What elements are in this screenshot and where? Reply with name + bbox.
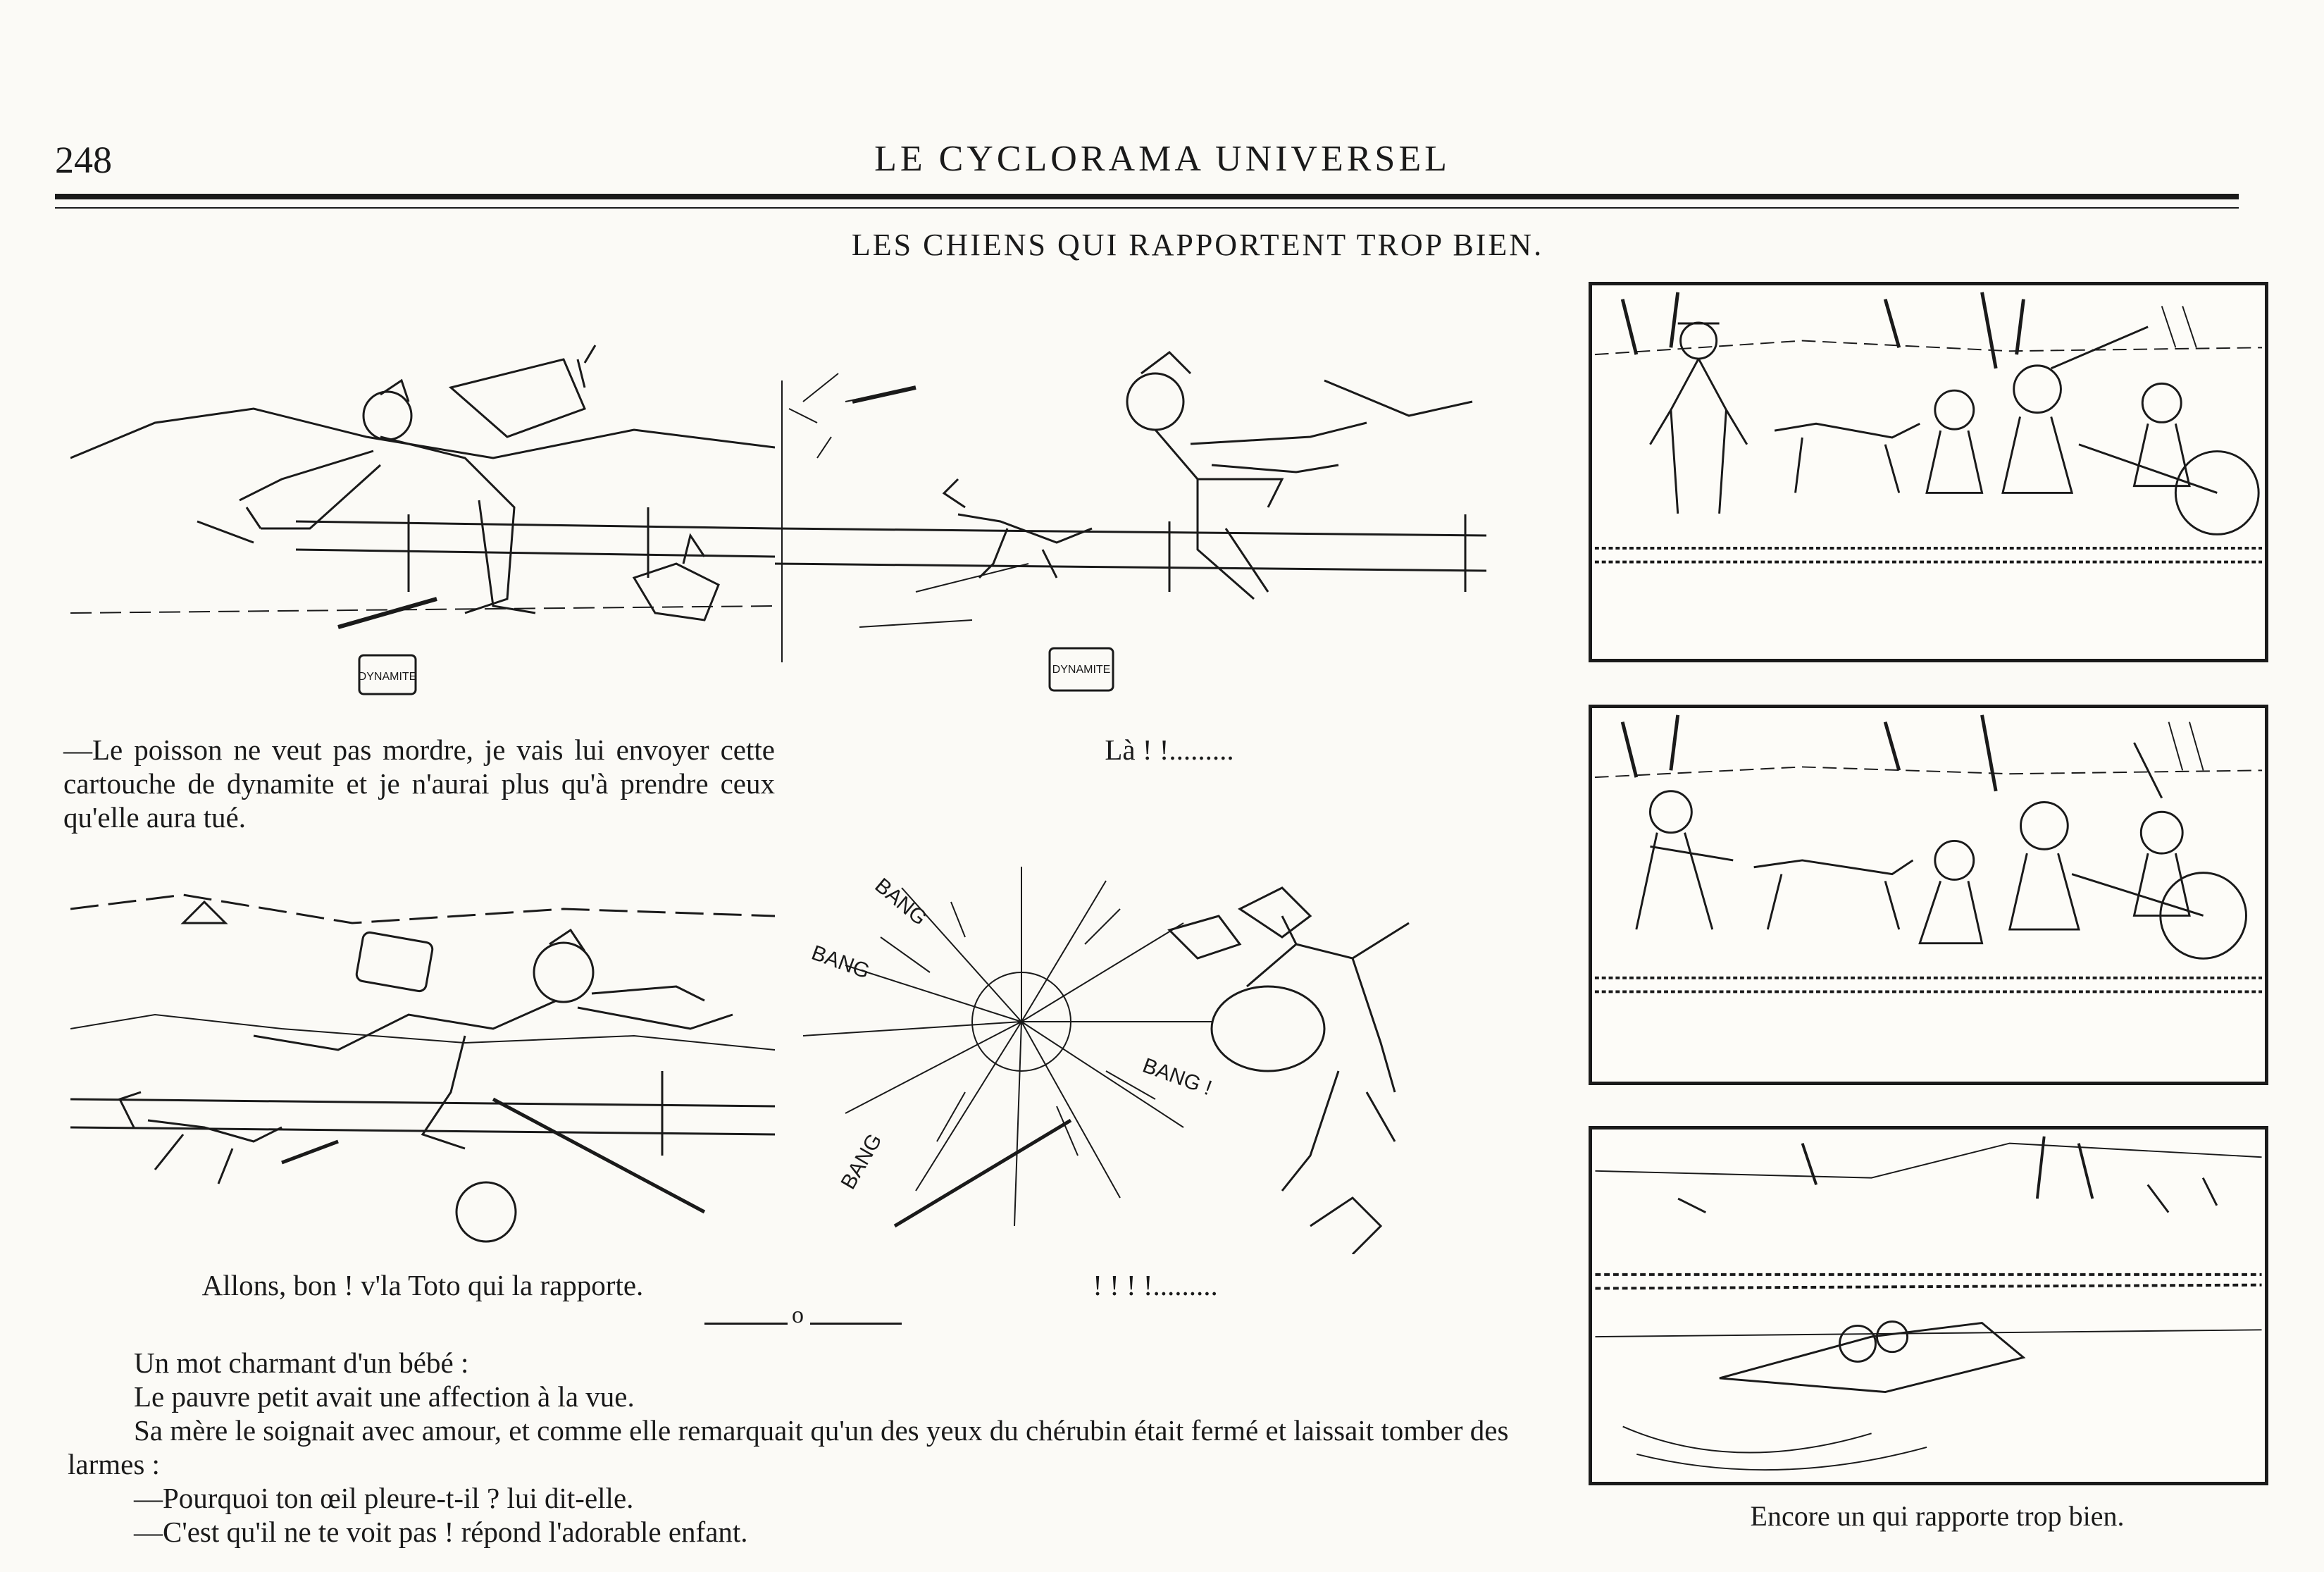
- sound-effect-bang-2: BANG !: [1139, 1053, 1215, 1101]
- sound-effect-bang-4: BANG: [870, 874, 931, 931]
- panel-2-caption: Là ! !.........: [1105, 734, 1234, 766]
- comic-panel-2-illustration: [775, 296, 1486, 698]
- section-title: LES CHIENS QUI RAPPORTENT TROP BIEN.: [851, 228, 1544, 262]
- side-panel-1: [1589, 282, 2268, 662]
- page-number: 248: [55, 139, 112, 181]
- header-rule-thin: [55, 207, 2239, 209]
- panel-4-caption: ! ! ! !.........: [1093, 1269, 1218, 1301]
- side-panel-3-illustration: [1592, 1130, 2265, 1482]
- comic-panel-4: [789, 860, 1486, 1254]
- comic-panel-3-illustration: [70, 867, 775, 1247]
- separator-line-right: [810, 1323, 902, 1325]
- anecdote-line-3: Sa mère le soignait avec amour, et comme elle remarquait qu'un des yeux du chérubin était fermé et laissait tomber des larmes :: [68, 1414, 1509, 1480]
- running-title: LE CYCLORAMA UNIVERSEL: [874, 139, 1450, 179]
- header-rule: [55, 194, 2239, 199]
- anecdote: [68, 1346, 1533, 1549]
- side-panel-2: [1589, 705, 2268, 1085]
- anecdote-line-5: —C'est qu'il ne te voit pas ! répond l'adorable enfant.: [134, 1516, 748, 1548]
- dynamite-label-1: DYNAMITE: [358, 671, 417, 683]
- separator: [704, 1302, 902, 1333]
- comic-panel-1: [70, 296, 775, 698]
- sound-effect-bang-1: BANG: [808, 941, 873, 984]
- anecdote-line-2: Le pauvre petit avait une affection à la vue.: [134, 1380, 635, 1413]
- anecdote-line-1: Un mot charmant d'un bébé :: [134, 1347, 469, 1379]
- panel-1-caption: —Le poisson ne veut pas mordre, je vais lui envoyer cette cartouche de dynamite et je n'aurai plus qu'à prendre ceux qu'elle aura tué.: [63, 734, 775, 834]
- side-panel-3: [1589, 1126, 2268, 1485]
- separator-glyph: o: [792, 1302, 804, 1328]
- side-panel-2-illustration: [1592, 708, 2265, 1082]
- comic-panel-3: [70, 867, 775, 1247]
- anecdote-line-4: —Pourquoi ton œil pleure-t-il ? lui dit-elle.: [134, 1482, 634, 1514]
- panel-3-caption: Allons, bon ! v'la Toto qui la rapporte.: [201, 1269, 644, 1301]
- side-panel-1-illustration: [1592, 285, 2265, 659]
- side-strip-caption: Encore un qui rapporte trop bien.: [1750, 1500, 2125, 1532]
- comic-panel-1-illustration: [70, 296, 775, 698]
- dynamite-label-2: DYNAMITE: [1052, 664, 1111, 676]
- separator-line-left: [704, 1323, 788, 1325]
- sound-effect-bang-3: BANG: [836, 1130, 887, 1194]
- comic-panel-4-illustration: [789, 860, 1486, 1254]
- comic-panel-2: [775, 296, 1486, 698]
